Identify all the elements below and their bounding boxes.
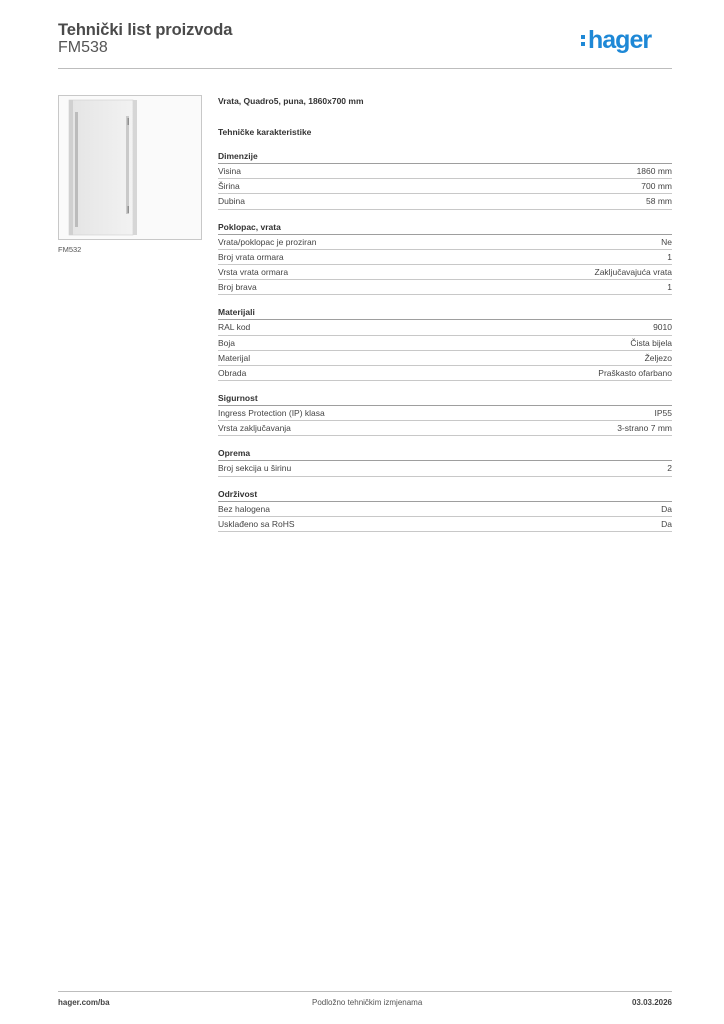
page-title: Tehnički list proizvoda (58, 21, 233, 39)
spec-value: Da (661, 518, 672, 529)
spec-row (218, 320, 672, 335)
spec-label: Vrsta zaključavanja (218, 423, 291, 434)
spec-value: Čista bijela (630, 337, 672, 348)
spec-row (218, 280, 672, 295)
spec-group (218, 393, 672, 436)
spec-value: 1860 mm (636, 166, 672, 176)
spec-value: 9010 (653, 322, 672, 333)
spec-row (218, 366, 672, 381)
spec-row (218, 461, 672, 476)
spec-label: RAL kod (218, 322, 251, 333)
spec-value: 58 mm (646, 196, 672, 207)
spec-group-title: Poklopac, vrata (218, 222, 672, 235)
spec-row (218, 421, 672, 436)
spec-row (218, 250, 672, 265)
footer-divider (58, 991, 672, 992)
spec-row (218, 235, 672, 250)
spec-row (218, 265, 672, 280)
spec-value: Praškasto ofarbano (598, 367, 672, 378)
product-name: Vrata, Quadro5, puna, 1860x700 mm (218, 96, 364, 106)
spec-row (218, 336, 672, 351)
spec-groups (218, 151, 672, 532)
spec-row (218, 517, 672, 532)
footer-website: hager.com/ba (58, 998, 110, 1007)
spec-group (218, 448, 672, 476)
spec-label: Broj brava (218, 282, 257, 293)
spec-value: Ne (661, 236, 672, 247)
spec-group-title: Materijali (218, 307, 672, 320)
header-divider (58, 68, 672, 69)
spec-label: Širina (218, 181, 240, 192)
spec-group-title: Sigurnost (218, 393, 672, 406)
spec-row (218, 406, 672, 421)
spec-label: Broj sekcija u širinu (218, 463, 292, 474)
spec-row (218, 194, 672, 209)
footer-notice: Podložno tehničkim izmjenama (312, 998, 423, 1007)
spec-label: Vrata/poklopac je proziran (218, 236, 317, 247)
spec-value: 2 (667, 463, 672, 474)
spec-label: Boja (218, 337, 236, 348)
spec-group-title: Oprema (218, 448, 672, 461)
spec-label: Usklađeno sa RoHS (218, 518, 295, 529)
spec-label: Obrada (218, 367, 247, 378)
spec-row (218, 502, 672, 517)
spec-value: Da (661, 503, 672, 514)
spec-row (218, 351, 672, 366)
spec-label: Materijal (218, 352, 251, 363)
spec-value: IP55 (654, 408, 672, 419)
spec-value: 700 mm (641, 181, 672, 192)
logo-colon-icon (581, 35, 586, 49)
spec-value: 1 (667, 251, 672, 262)
footer-date: 03.03.2026 (631, 998, 672, 1007)
spec-group (218, 307, 672, 381)
spec-label: Broj vrata ormara (218, 251, 284, 262)
spec-label: Dubina (218, 196, 245, 207)
logo-text: hager (588, 26, 652, 54)
spec-group (218, 489, 672, 532)
product-code: FM538 (58, 39, 108, 56)
spec-section (218, 96, 672, 532)
spec-label: Vrsta vrata ormara (218, 266, 289, 277)
spec-row (218, 179, 672, 194)
spec-group (218, 222, 672, 296)
spec-group (218, 151, 672, 210)
cabinet-door-image (58, 95, 202, 240)
spec-label: Visina (218, 166, 241, 176)
spec-heading: Tehničke karakteristike (218, 127, 312, 137)
spec-group-title: Održivost (218, 489, 672, 502)
spec-row (218, 164, 672, 179)
spec-label: Bez halogena (218, 503, 270, 514)
spec-value: 3-strano 7 mm (617, 423, 672, 434)
spec-value: Zaključavajuća vrata (594, 266, 672, 277)
spec-value: Željezo (644, 352, 672, 363)
spec-group-title: Dimenzije (218, 151, 672, 164)
spec-label: Ingress Protection (IP) klasa (218, 408, 325, 419)
hager-logo (588, 26, 651, 56)
spec-value: 1 (667, 282, 672, 293)
image-caption: FM532 (58, 245, 82, 254)
